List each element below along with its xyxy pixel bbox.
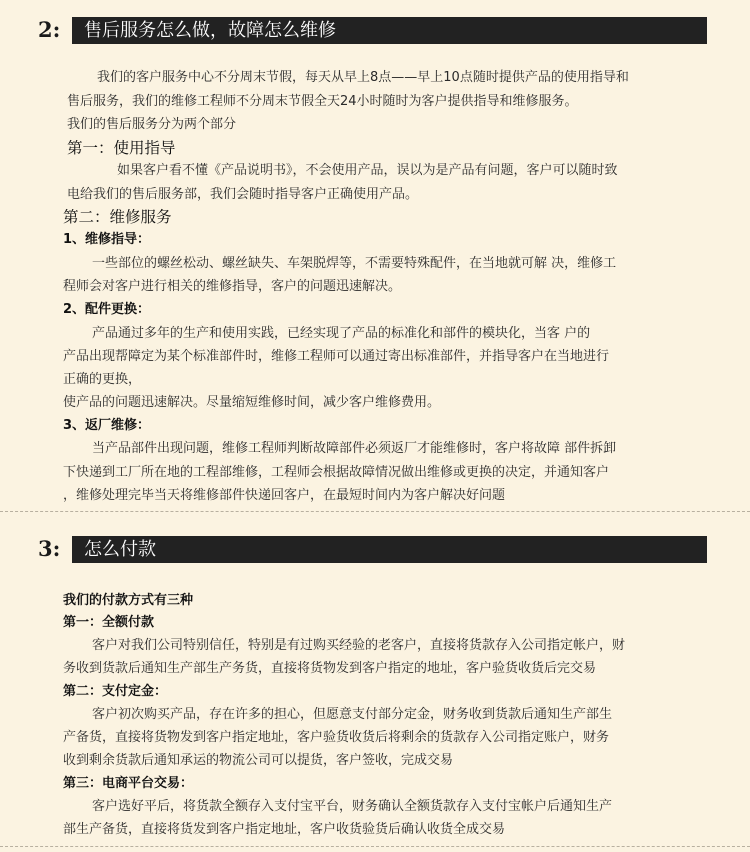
paragraph-line: 电给我们的售后服务部，我们会随时指导客户正确使用产品。 <box>67 187 419 202</box>
section-2-title-bar <box>72 17 707 44</box>
paragraph-line: 部生产备货，直接将货发到客户指定地址，客户收货验货后确认收货全成交易 <box>63 822 506 837</box>
section-3-title: 怎么付款 <box>84 539 156 560</box>
section-3-number: 3: <box>38 536 61 561</box>
subheading-repair-service: 第二：维修服务 <box>63 208 172 226</box>
paragraph-line: 务收到货款后通知生产部生产务货，直接将货物发到客户指定的地址，客户验货收货后完交易 <box>63 661 597 676</box>
item-heading-ecommerce: 第三：电商平台交易： <box>63 776 194 791</box>
section-2-header <box>0 15 750 45</box>
section-2-title: 售后服务怎么做，故障怎么维修 <box>84 20 336 41</box>
paragraph-line: 一些部位的螺丝松动、螺丝缺失、车架脱焊等，不需要特殊配件，在当地就可解 决，维修工 <box>92 256 617 271</box>
paragraph-line: 产品通过多年的生产和使用实践，已经实现了产品的标准化和部件的模块化，当客 户的 <box>92 326 591 341</box>
paragraph-line: 产品出现帮障定为某个标准部件时，维修工程师可以通过寄出标准部件，并指导客户在当地进行 <box>63 349 610 364</box>
item-heading-parts-replacement: 2、配件更换： <box>63 302 151 317</box>
item-heading-factory-repair: 3、返厂维修： <box>63 418 151 433</box>
paragraph-line: 客户选好平后，将货款全额存入支付宝平台，财务确认全额货款存入支付宝帐户后通知生产 <box>92 799 613 814</box>
paragraph-line: 如果客户看不懂《产品说明书》，不会使用产品，误以为是产品有问题，客户可以随时致 <box>117 163 618 178</box>
item-heading-repair-guide: 1、维修指导： <box>63 232 151 247</box>
paragraph-line: 产备货，直接将货物发到客户指定地址，客户验货收货后将剩余的货款存入公司指定账户，财务 <box>63 730 610 745</box>
paragraph-line: 程师会对客户进行相关的维修指导，客户的问题迅速解决。 <box>63 279 402 294</box>
subheading-usage-guide: 第一：使用指导 <box>67 139 176 157</box>
paragraph-line: 我们的售后服务分为两个部分 <box>67 117 237 132</box>
paragraph-line: 使产品的问题迅速解决。尽量缩短维修时间，减少客户维修费用。 <box>63 395 441 410</box>
paragraph-line: 客户对我们公司特别信任，特别是有过购买经验的老客户，直接将货款存入公司指定帐户，财 <box>92 638 626 653</box>
section-3-header <box>0 534 750 564</box>
section-2-number: 2: <box>38 17 61 42</box>
section-3-title-bar <box>72 536 707 563</box>
paragraph-line: ，维修处理完毕当天将维修部件快递回客户，在最短时间内为客户解决好问题 <box>63 488 506 503</box>
item-heading-deposit: 第二：支付定金： <box>63 684 168 699</box>
paragraph-line: 当产品部件出现问题，维修工程师判断故障部件必须返厂才能维修时，客户将故障 部件拆卸 <box>92 441 617 456</box>
section-divider <box>0 511 750 512</box>
paragraph-line: 正确的更换， <box>63 372 142 387</box>
paragraph-line: 收到剩余货款后通知承运的物流公司可以提货，客户签收，完成交易 <box>63 753 454 768</box>
paragraph-line: 下快递到工厂所在地的工程部维修，工程师会根据故障情况做出维修或更换的决定，并通知客户 <box>63 465 610 480</box>
bottom-divider <box>0 846 750 847</box>
paragraph-line: 售后服务，我们的维修工程师不分周末节假全天24小时随时为客户提供指导和维修服务。 <box>67 94 578 109</box>
paragraph-line: 我们的客户服务中心不分周末节假，每天从早上8点——早上10点随时提供产品的使用指导和 <box>97 70 629 85</box>
payment-intro: 我们的付款方式有三种 <box>63 593 194 608</box>
item-heading-full-payment: 第一：全额付款 <box>63 615 155 630</box>
paragraph-line: 客户初次购买产品，存在许多的担心，但愿意支付部分定金，财务收到货款后通知生产部生 <box>92 707 613 722</box>
